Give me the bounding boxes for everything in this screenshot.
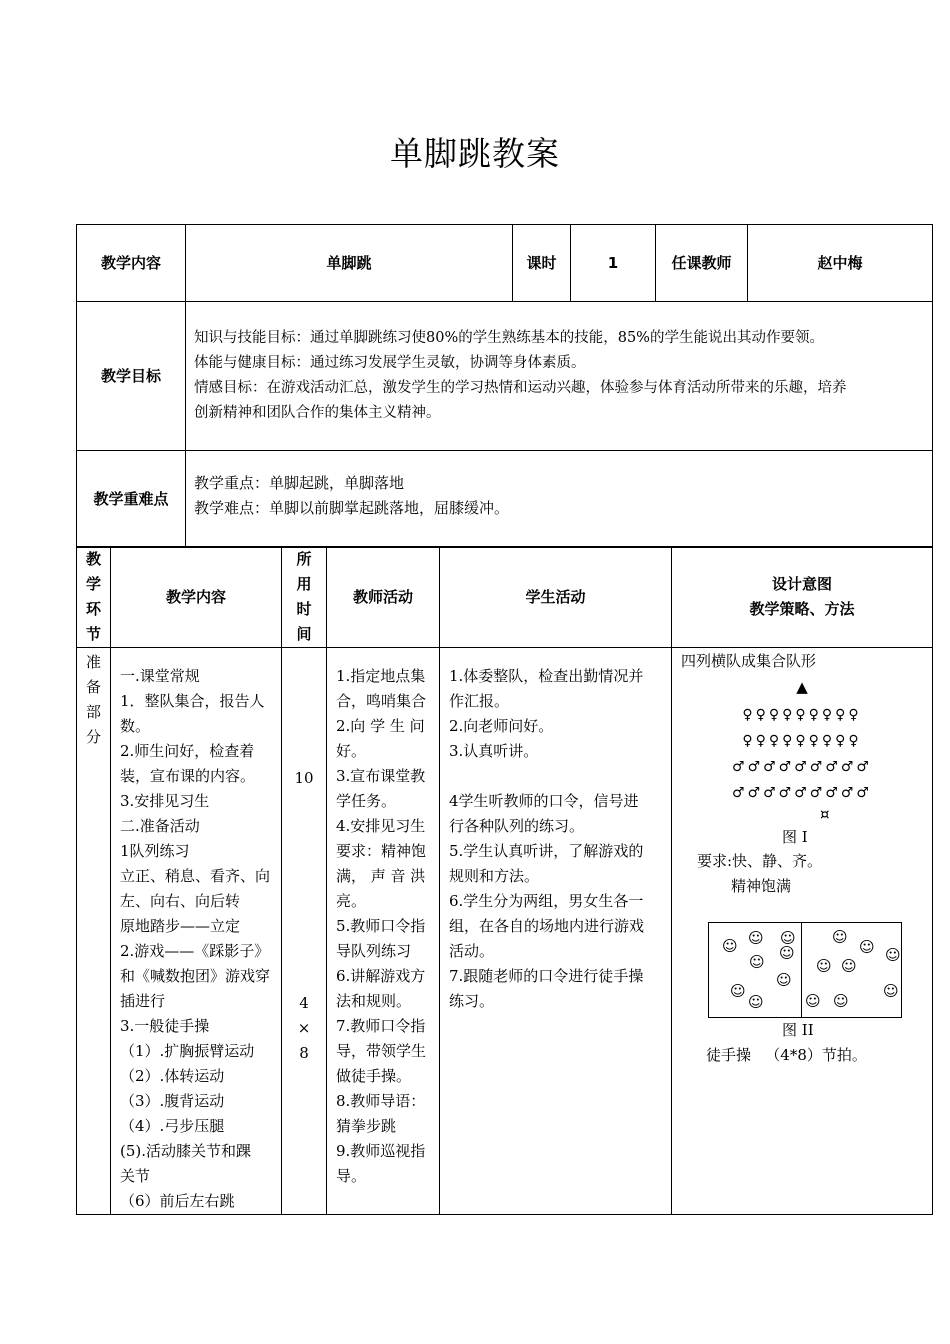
teacher-cell — [327, 648, 440, 1215]
teacher-activity-line: 导，带领学生 — [336, 1042, 427, 1060]
objective-knowledge: 知识与技能目标：通过单脚跳练习使80%的学生熟练基本的技能，85%的学生能说出其动作要领。 — [194, 330, 824, 346]
difficulty-point: 教学难点：单脚以前脚掌起跳落地，屈膝缓冲。 — [194, 499, 510, 517]
content-line: 3.安排见习生 — [120, 792, 210, 810]
student-icon: ☺ — [833, 992, 849, 1010]
teacher-activity-line: 做徒手操。 — [336, 1067, 412, 1085]
student-activity-line: 2.向老师问好。 — [449, 717, 554, 735]
student-icon: ☺ — [780, 929, 796, 947]
field-divider — [801, 923, 802, 1017]
teacher-label: 任课教师 — [656, 225, 748, 302]
content-line: 二.准备活动 — [120, 817, 200, 835]
teacher-activity-line: 2.向 学 生 问 — [336, 717, 425, 735]
student-activity-line: 5.学生认真听讲，了解游戏的 — [449, 842, 644, 860]
formation-title: 四列横队成集合队形 — [681, 652, 817, 670]
game-field-diagram — [708, 922, 902, 1018]
key-points-label: 教学重难点 — [77, 451, 186, 548]
content-line: (5).活动膝关节和踝 — [120, 1142, 252, 1160]
student-activity-line: 组，在各自的场地内进行游戏 — [449, 917, 645, 935]
figure-1-caption: 图 I — [782, 828, 808, 846]
student-activity-line: 6.学生分为两组，男女生各一 — [449, 892, 644, 910]
student-activity-line: 4学生听教师的口令，信号进 — [449, 792, 639, 810]
design-cell — [672, 648, 933, 1215]
objective-fitness: 体能与健康目标：通过练习发展学生灵敏，协调等身体素质。 — [194, 355, 586, 371]
hours-value: 1 — [571, 225, 656, 302]
teacher-activity-line: 8.教师导语： — [336, 1092, 426, 1110]
teacher-activity-line: 学任务。 — [336, 792, 397, 810]
hours-label: 课时 — [513, 225, 571, 302]
col-student: 学生活动 — [440, 547, 672, 648]
teacher-activity-line: 法和规则。 — [336, 992, 412, 1010]
teacher-value: 赵中梅 — [748, 225, 933, 302]
content-line: 插进行 — [120, 992, 166, 1010]
row-male-1: ♂♂♂♂♂♂♂♂♂ — [732, 759, 872, 775]
student-icon: ☺ — [816, 957, 832, 975]
teacher-activity-line: 好。 — [336, 742, 367, 760]
teacher-activity-line: 满， 声 音 洪 — [336, 867, 426, 885]
teacher-activity-line: 合，鸣哨集合 — [336, 692, 427, 710]
content-line: 原地踏步——立定 — [120, 917, 241, 935]
objective-emotion-cont: 创新精神和团队合作的集体主义精神。 — [194, 405, 441, 421]
content-line: （4）.弓步压腿 — [120, 1117, 225, 1135]
figure-2-caption: 图 II — [782, 1021, 814, 1039]
col-content: 教学内容 — [111, 547, 282, 648]
student-icon: ☺ — [749, 953, 765, 971]
teacher-activity-line: 5.教师口令指 — [336, 917, 426, 935]
content-line: 立正、稍息、看齐、向 — [120, 867, 271, 885]
content-line: 一.课堂常规 — [120, 667, 200, 685]
teacher-activity-line: 导。 — [336, 1167, 367, 1185]
content-line: 和《喊数抱团》游戏穿 — [120, 967, 271, 985]
objective-emotion: 情感目标：在游戏活动汇总，激发学生的学习热情和运动兴趣，体验参与体育活动所带来的乐趣，培养 — [194, 380, 847, 396]
col-time: 所 用 时 间 — [282, 547, 327, 648]
student-icon: ☺ — [841, 957, 857, 975]
formation-rows — [672, 702, 932, 806]
student-activity-line: 7.跟随老师的口令进行徒手操 — [449, 967, 644, 985]
objectives-label: 教学目标 — [77, 302, 186, 451]
col-teacher: 教师活动 — [327, 547, 440, 648]
teacher-activity-line: 6.讲解游戏方 — [336, 967, 426, 985]
student-activity-line: 活动。 — [449, 942, 495, 960]
content-value: 单脚跳 — [186, 225, 513, 302]
content-line: 2.师生问好，检查着 — [120, 742, 255, 760]
student-icon: ☺ — [730, 982, 746, 1000]
activity-table — [76, 546, 933, 1215]
stage-name: 准 备 部 分 — [77, 648, 111, 1215]
content-line: 关节 — [120, 1167, 151, 1185]
student-icon: ☺ — [885, 946, 901, 964]
row-female-2: ♀♀♀♀♀♀♀♀♀ — [742, 733, 862, 749]
content-label: 教学内容 — [77, 225, 186, 302]
time-second: 4 × 8 — [297, 994, 311, 1062]
col-stage: 教 学 环 节 — [77, 547, 111, 648]
content-line: 2.游戏——《踩影子》 — [120, 942, 270, 960]
student-icon: ☺ — [883, 982, 899, 1000]
student-activity-line: 练习。 — [449, 992, 495, 1010]
teacher-activity-line: 4.安排见习生 — [336, 817, 426, 835]
student-activity-line: 规则和方法。 — [449, 867, 540, 885]
content-line: 3.一般徒手操 — [120, 1017, 210, 1035]
teacher-activity-line: 3.宣布课堂教 — [336, 767, 426, 785]
content-line: （2）.体转运动 — [120, 1067, 225, 1085]
student-icon: ☺ — [776, 971, 792, 989]
content-line: （3）.腹背运动 — [120, 1092, 225, 1110]
student-icon: ☺ — [779, 944, 795, 962]
objectives-text — [186, 302, 933, 451]
col-design: 设计意图 教学策略、方法 — [672, 547, 933, 648]
student-icon: ☺ — [832, 928, 848, 946]
content-line: 数。 — [120, 717, 151, 735]
page-title: 单脚跳教案 — [390, 134, 560, 173]
student-activity-line: 行各种队列的练习。 — [449, 817, 585, 835]
lesson-header-table — [76, 224, 933, 548]
student-activity-line: 3.认真听讲。 — [449, 742, 539, 760]
content-line: 1．整队集合，报告人 — [120, 692, 265, 710]
key-point: 教学重点：单脚起跳，单脚落地 — [194, 474, 405, 492]
row-female-1: ♀♀♀♀♀♀♀♀♀ — [742, 707, 862, 723]
row-male-2: ♂♂♂♂♂♂♂♂♂ — [732, 785, 872, 801]
student-icon: ☺ — [722, 937, 738, 955]
student-icon: ☺ — [805, 992, 821, 1010]
teacher-activity-line: 9.教师巡视指 — [336, 1142, 426, 1160]
student-icon: ☺ — [748, 929, 764, 947]
teacher-activity-line: 猜拳步跳 — [336, 1117, 397, 1135]
content-line: 左、向右、向后转 — [120, 892, 241, 910]
teacher-activity-line: 1.指定地点集 — [336, 667, 426, 685]
content-line: （6）前后左右跳 — [120, 1192, 235, 1210]
student-icon: ☺ — [748, 993, 764, 1011]
content-line: （1）.扩胸振臂运动 — [120, 1042, 255, 1060]
spacer — [449, 764, 667, 789]
spirit-text: 精神饱满 — [731, 877, 792, 895]
student-cell — [440, 648, 672, 1215]
content-line: 装，宣布课的内容。 — [120, 767, 256, 785]
teacher-activity-line: 要求：精神饱 — [336, 842, 427, 860]
teacher-triangle-icon: ▲ — [796, 678, 808, 696]
teacher-activity-line: 导队列练习 — [336, 942, 412, 960]
student-activity-line: 作汇报。 — [449, 692, 510, 710]
observer-icon: ¤ — [820, 805, 830, 823]
exercise-text: 徒手操 （4*8）节拍。 — [706, 1046, 867, 1064]
content-cell — [111, 648, 282, 1215]
key-points-text — [186, 451, 933, 548]
time-first: 10 — [294, 769, 314, 787]
student-activity-line: 1.体委整队，检查出勤情况并 — [449, 667, 644, 685]
teacher-activity-line: 亮。 — [336, 892, 367, 910]
student-icon: ☺ — [859, 938, 875, 956]
teacher-activity-line: 7.教师口令指 — [336, 1017, 426, 1035]
time-cell — [282, 648, 327, 1215]
requirement-text: 要求:快、静、齐。 — [697, 852, 823, 870]
content-line: 1队列练习 — [120, 842, 190, 860]
